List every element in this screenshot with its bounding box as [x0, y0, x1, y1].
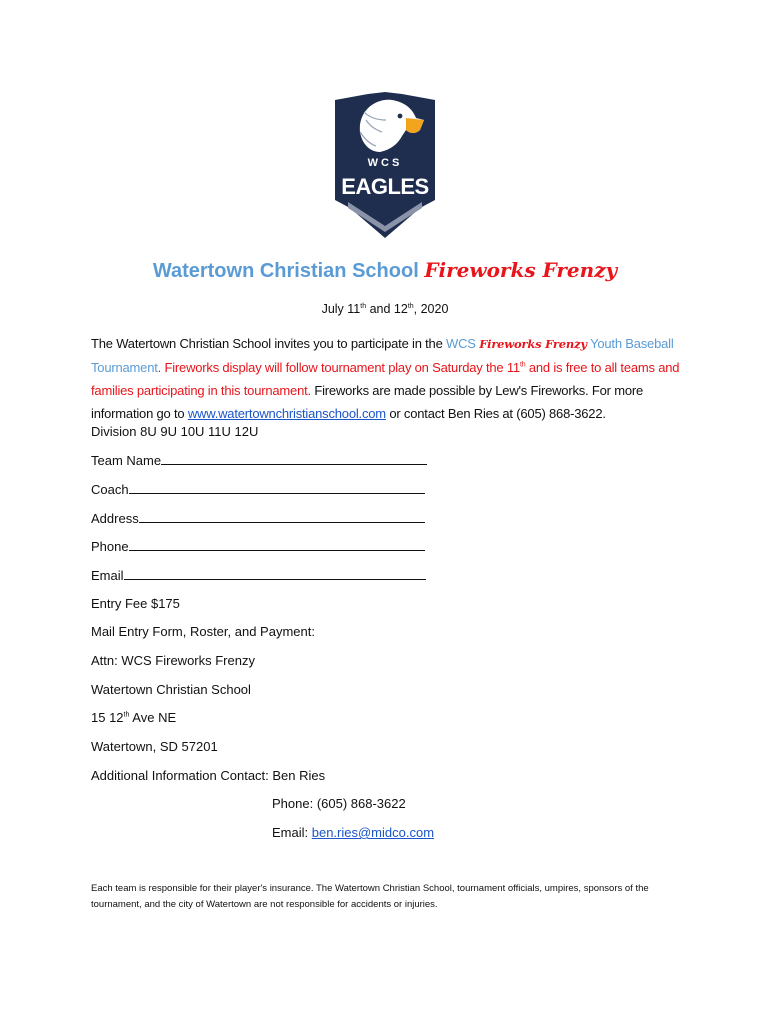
footer-disclaimer: Each team is responsible for their player's insurance. The Watertown Christian School, tournament officials, umpires, sponsors of the tournament, and the city of Watertown are not responsible for accidents or injuries.: [91, 883, 649, 910]
phone-label: Phone: [91, 539, 129, 554]
title-school: Watertown Christian School: [152, 260, 419, 282]
intro-paragraph: [91, 332, 691, 425]
wcs-eagles-logo: [330, 90, 440, 240]
intro-fireworks-display: . Fireworks display will follow tournament play on Saturday the 11: [157, 360, 520, 375]
address-field[interactable]: [91, 510, 425, 526]
phone-blank[interactable]: [129, 538, 425, 551]
coach-blank[interactable]: [129, 481, 425, 494]
street-post: Ave NE: [129, 710, 177, 725]
contact-heading: Additional Information Contact: Ben Ries: [91, 768, 326, 783]
division-line: Division 8U 9U 10U 11U 12U: [91, 424, 259, 439]
dates-sup1: th: [360, 302, 367, 310]
intro-sup: th: [519, 361, 526, 369]
email-link[interactable]: ben.ries@midco.com: [311, 825, 435, 840]
dates-sup2: th: [407, 302, 414, 310]
intro-youth-baseball: Youth Baseball Tournament: [91, 336, 674, 375]
mail-city: Watertown, SD 57201: [91, 739, 218, 754]
mail-street: [91, 710, 176, 725]
address-blank[interactable]: [139, 510, 425, 523]
coach-field[interactable]: [91, 481, 425, 497]
dates-prefix: July 11: [321, 302, 361, 316]
email-blank[interactable]: [124, 567, 426, 580]
contact-phone: Phone: (605) 868-3622: [272, 796, 406, 811]
event-dates: [0, 302, 770, 316]
intro-text-3: or contact Ben Ries at (605) 868-3622.: [385, 406, 606, 421]
email-field[interactable]: [91, 567, 426, 583]
dates-suffix: , 2020: [413, 302, 449, 316]
team-name-label: Team Name: [91, 453, 162, 468]
mail-heading: Mail Entry Form, Roster, and Payment:: [91, 624, 315, 639]
contact-email: [272, 825, 434, 840]
phone-field[interactable]: [91, 538, 425, 554]
mail-org: Watertown Christian School: [91, 682, 251, 697]
intro-event-name: Fireworks Frenzy: [479, 337, 587, 351]
street-sup: th: [123, 711, 130, 719]
address-label: Address: [91, 511, 139, 526]
mail-attn: Attn: WCS Fireworks Frenzy: [91, 653, 255, 668]
title-event: Fireworks Frenzy: [424, 258, 618, 282]
entry-fee: Entry Fee $175: [91, 596, 180, 611]
contact-email-label: Email:: [272, 825, 312, 840]
logo-eagles-text: EAGLES: [341, 174, 429, 199]
email-label: Email: [91, 568, 124, 583]
page-title: [0, 258, 770, 283]
intro-text-2: Fireworks are made possible by Lew's Fireworks. For more information go to: [91, 383, 644, 421]
website-link[interactable]: www.watertownchristianschool.com: [187, 406, 386, 421]
logo-wcs-text: WCS: [367, 157, 403, 169]
coach-label: Coach: [91, 482, 129, 497]
team-name-field[interactable]: [91, 452, 427, 468]
intro-free-to-all: and is free to all teams and families participating in this tournament.: [91, 360, 680, 398]
dates-mid: and 12: [366, 302, 408, 316]
intro-text-1: The Watertown Christian School invites you to participate in the: [91, 336, 447, 351]
intro-wcs: WCS: [446, 336, 480, 351]
street-pre: 15 12: [91, 710, 124, 725]
team-name-blank[interactable]: [161, 452, 427, 465]
